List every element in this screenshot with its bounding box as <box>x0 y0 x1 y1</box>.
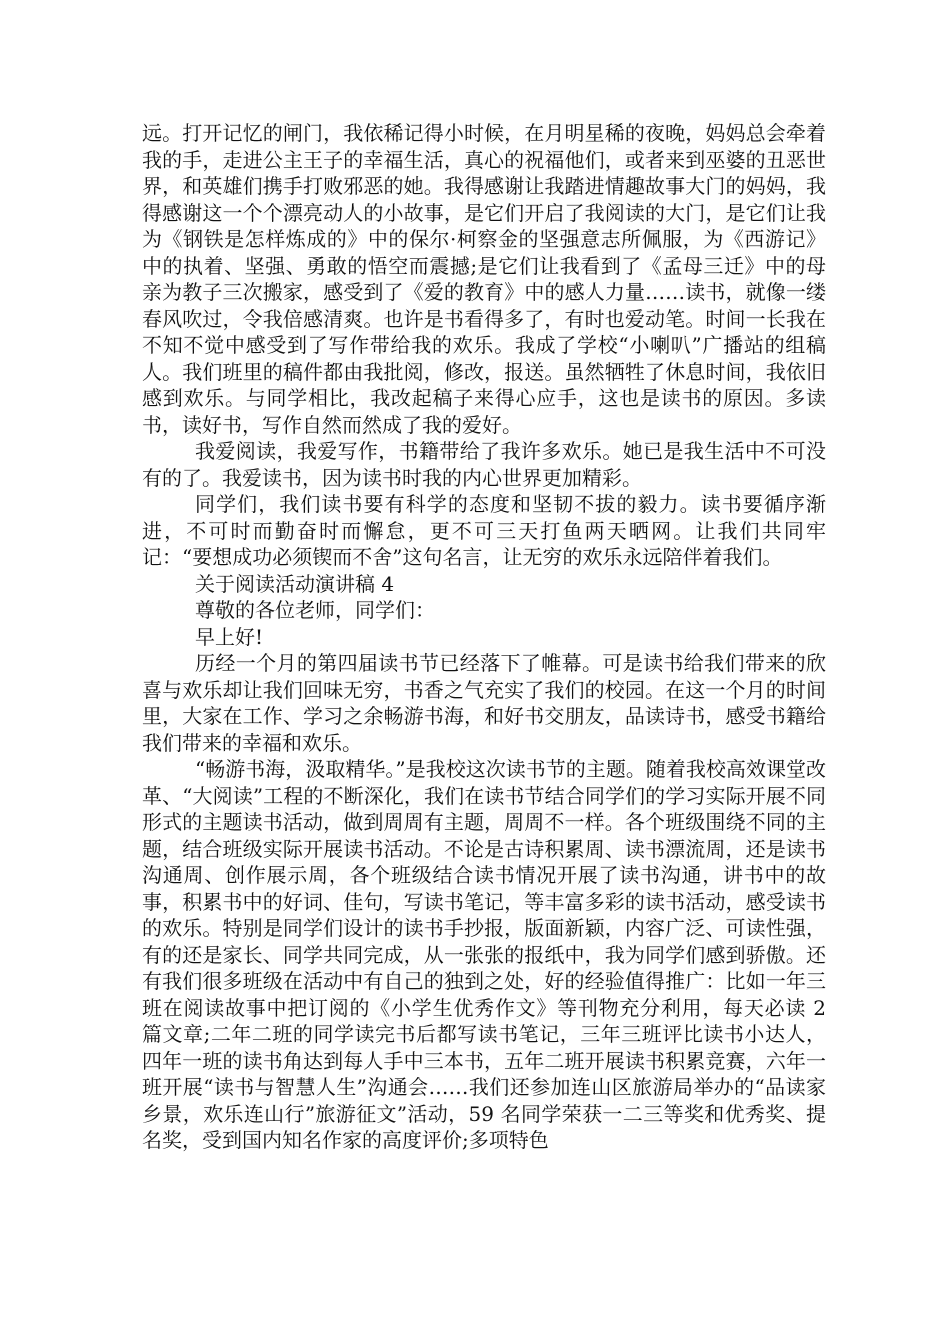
salutation: 尊敬的各位老师，同学们： <box>195 598 435 622</box>
paragraph-festival-ended: 历经一个月的第四届读书节已经落下了帷幕。可是读书给我们带来的欣喜与欢乐却让我们回味无穷，书香之气充实了我们的校园。在这一个月的时间里，大家在工作、学习之余畅游书海，和好书交朋友，品读诗书，感受书籍给我们带来的幸福和欢乐。 <box>142 651 826 755</box>
morning-greeting: 早上好! <box>195 624 264 649</box>
paragraph-reading-attitude: 同学们，我们读书要有科学的态度和坚韧不拔的毅力。读书要循序渐进，不可时而勤奋时而懈怠，更不可三天打鱼两天晒网。让我们共同牢记：“要想成功必须锲而不舍”这句名言，让无穷的欢乐永远陪伴着我们。 <box>142 492 826 569</box>
paragraph-festival-theme: “畅游书海，汲取精华。”是我校这次读书节的主题。随着我校高效课堂改革、“大阅读”工程的不断深化，我们在读书节结合同学们的学习实际开展不同形式的主题读书活动，做到周周有主题，周周不一样。各个班级围绕不同的主题，结合班级实际开展读书活动。不论是古诗积累周、读书漂流周，还是读书沟通周、创作展示周，各个班级结合读书情况开展了读书沟通，讲书中的故事，积累书中的好词、佳句，写读书笔记，等丰富多彩的读书活动，感受读书的欢乐。特别是同学们设计的读书手抄报，版面新颖，内容广泛、可读性强，有的还是家长、同学共同完成，从一张张的报纸中，我为同学们感到骄傲。还有我们很多班级在活动中有自己的独到之处，好的经验值得推广：比如一年三班在阅读故事中把订阅的《小学生优秀作文》等刊物充分利用，每天必读 2 篇文章;二年二班的同学读完书后都写读书笔记，三年三班评比读书小达人，四年一班的读书角达到每人手中三本书，五年二班开展读书积累竞赛，六年一班开展“读书与智慧人生”沟通会……我们还参加连山区旅游局举办的“品读家乡景，欢乐连山行”旅游征文”活动，59 名同学荣获一二三等奖和优秀奖、提名奖，受到国内知名作家的高度评价;多项特色 <box>142 757 826 1152</box>
paragraph-reading-memories: 远。打开记忆的闸门，我依稀记得小时候，在月明星稀的夜晚，妈妈总会牵着我的手，走进公主王子的幸福生活，真心的祝福他们，或者来到巫婆的丑恶世界，和英雄们携手打败邪恶的她。我得感谢让我踏进情趣故事大门的妈妈，我得感谢这一个个漂亮动人的小故事，是它们开启了我阅读的大门，是它们让我为《钢铁是怎样炼成的》中的保尔·柯察金的坚强意志所佩服，为《西游记》中的执着、坚强、勇敢的悟空而震撼;是它们让我看到了《孟母三迁》中的母亲为教子三次搬家，感受到了《爱的教育》中的感人力量……读书，就像一缕春风吹过，令我倍感清爽。也许是书看得多了，有时也爱动笔。时间一长我在不知不觉中感受到了写作带给我的欢乐。我成了学校“小喇叭”广播站的组稿人。我们班里的稿件都由我批阅，修改，报送。虽然牺牲了休息时间，我依旧感到欢乐。与同学相比，我改起稿子来得心应手，这也是读书的原因。多读书，读好书，写作自然而然成了我的爱好。 <box>142 121 826 437</box>
section-title: 关于阅读活动演讲稿 4 <box>195 571 395 596</box>
document-page <box>142 120 826 1154</box>
paragraph-love-reading: 我爱阅读，我爱写作，书籍带给了我许多欢乐。她已是我生活中不可没有的了。我爱读书，因为读书时我的内心世界更加精彩。 <box>142 439 826 490</box>
